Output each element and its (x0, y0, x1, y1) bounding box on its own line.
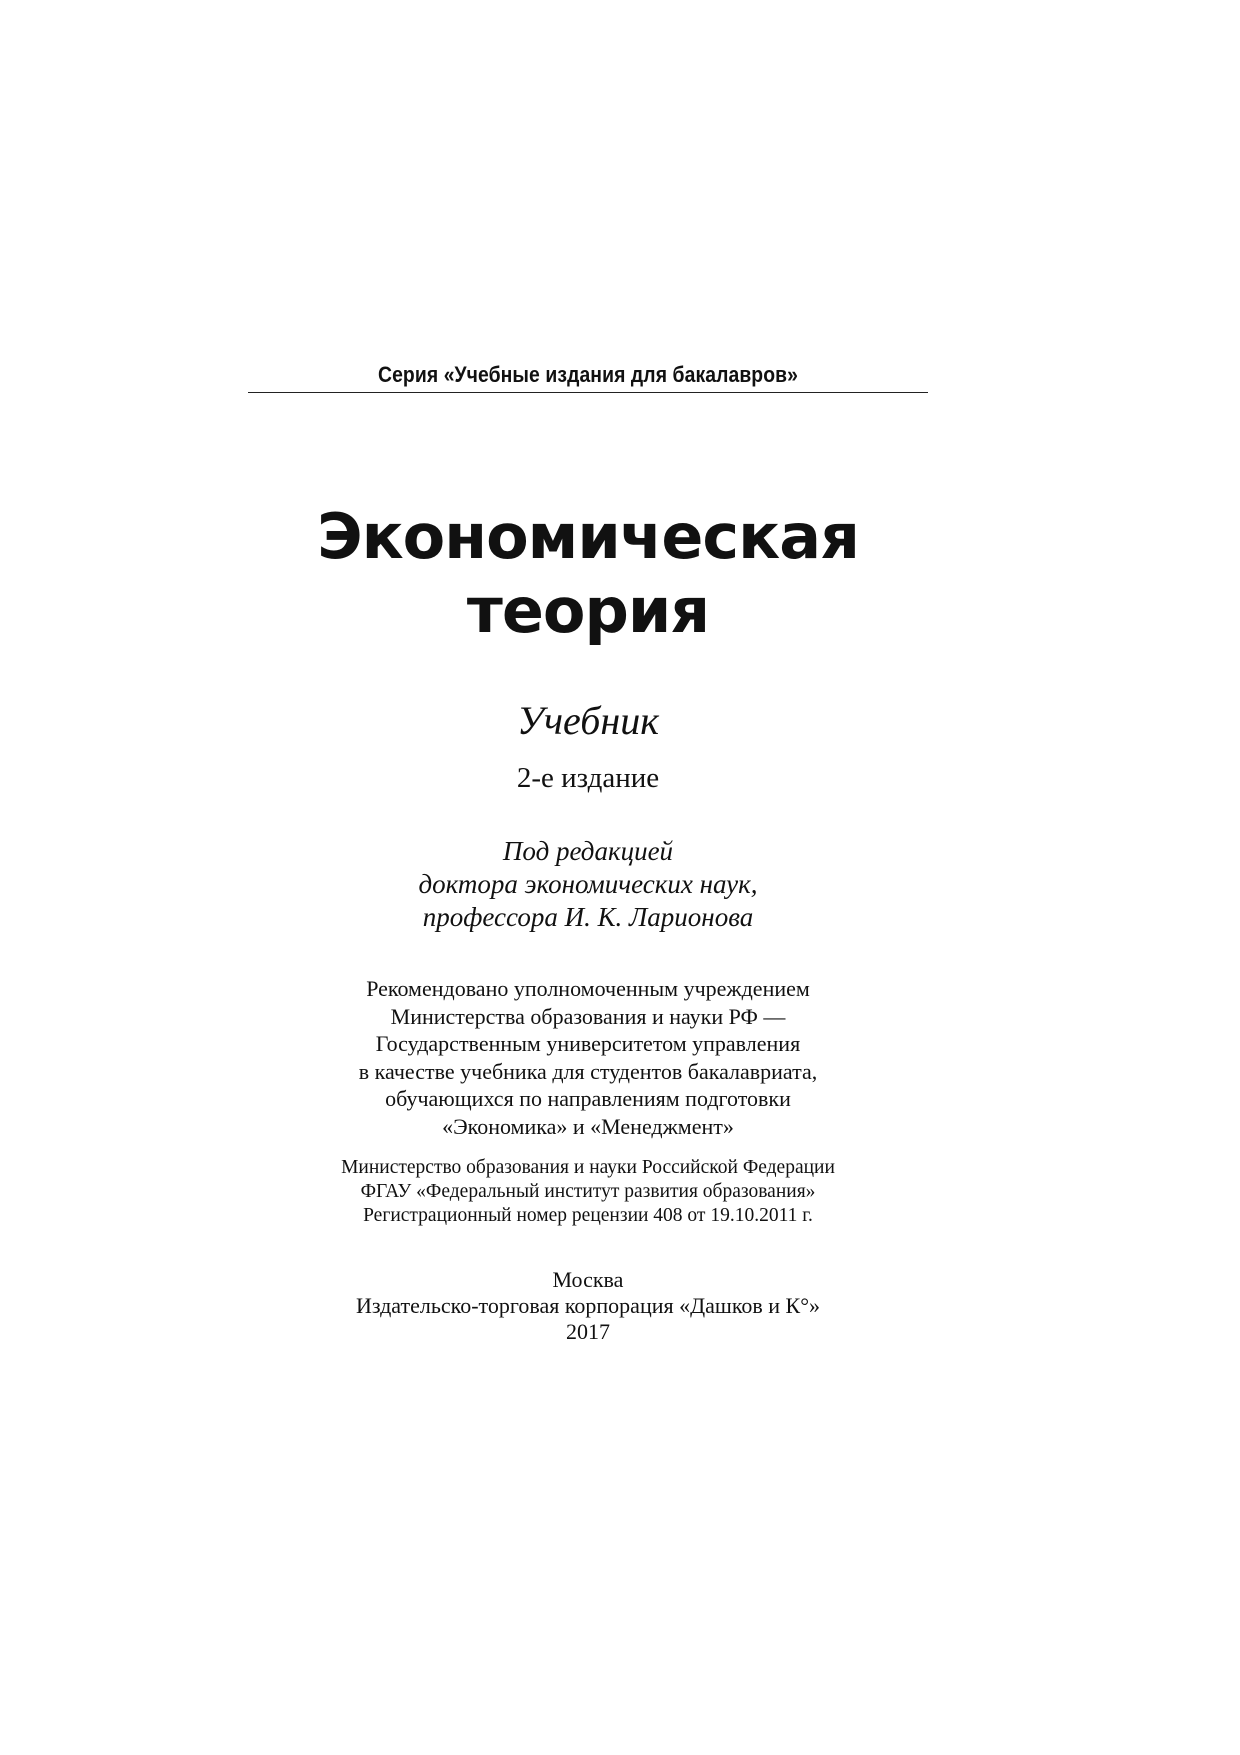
imprint-publisher: Издательско-торговая корпорация «Дашков и К°» (355, 1293, 821, 1318)
series-divider (248, 392, 928, 393)
book-title (248, 500, 928, 648)
recommendation-line: Министерства образования и науки РФ — (390, 1003, 786, 1029)
recommendation-line: в качестве учебника для студентов бакалавриата, (358, 1058, 818, 1084)
recommendation-line: Рекомендовано уполномоченным учреждением (366, 976, 810, 1001)
ministry-review-notice (248, 1156, 928, 1228)
imprint-city: Москва (552, 1267, 624, 1292)
editor-line-1: Под редакцией (502, 836, 674, 866)
book-type: Учебник (517, 698, 659, 743)
editor-line-2: доктора экономических наук, (418, 869, 758, 899)
edition-label: 2-е издание (516, 762, 660, 794)
recommendation-line: Государственным университетом управления (375, 1031, 801, 1056)
series-heading: Серия «Учебные издания для бакалавров» (378, 362, 798, 387)
ministry-line: ФГАУ «Федеральный институт развития образования» (360, 1181, 816, 1202)
recommendation-notice (248, 975, 928, 1140)
book-title-line-1: Экономическая (317, 500, 859, 573)
editor-line-3: профессора И. К. Ларионова (422, 902, 754, 932)
recommendation-line: «Экономика» и «Менеджмент» (442, 1113, 734, 1139)
ministry-line: Министерство образования и науки Российской Федерации (341, 1157, 835, 1178)
ministry-line: Регистрационный номер рецензии 408 от 19.10.2011 г. (363, 1205, 813, 1226)
editor-credit (248, 835, 928, 934)
publisher-imprint (248, 1267, 928, 1345)
imprint-year: 2017 (566, 1319, 610, 1344)
book-title-line-2: теория (466, 574, 710, 647)
recommendation-line: обучающихся по направлениям подготовки (385, 1086, 791, 1111)
